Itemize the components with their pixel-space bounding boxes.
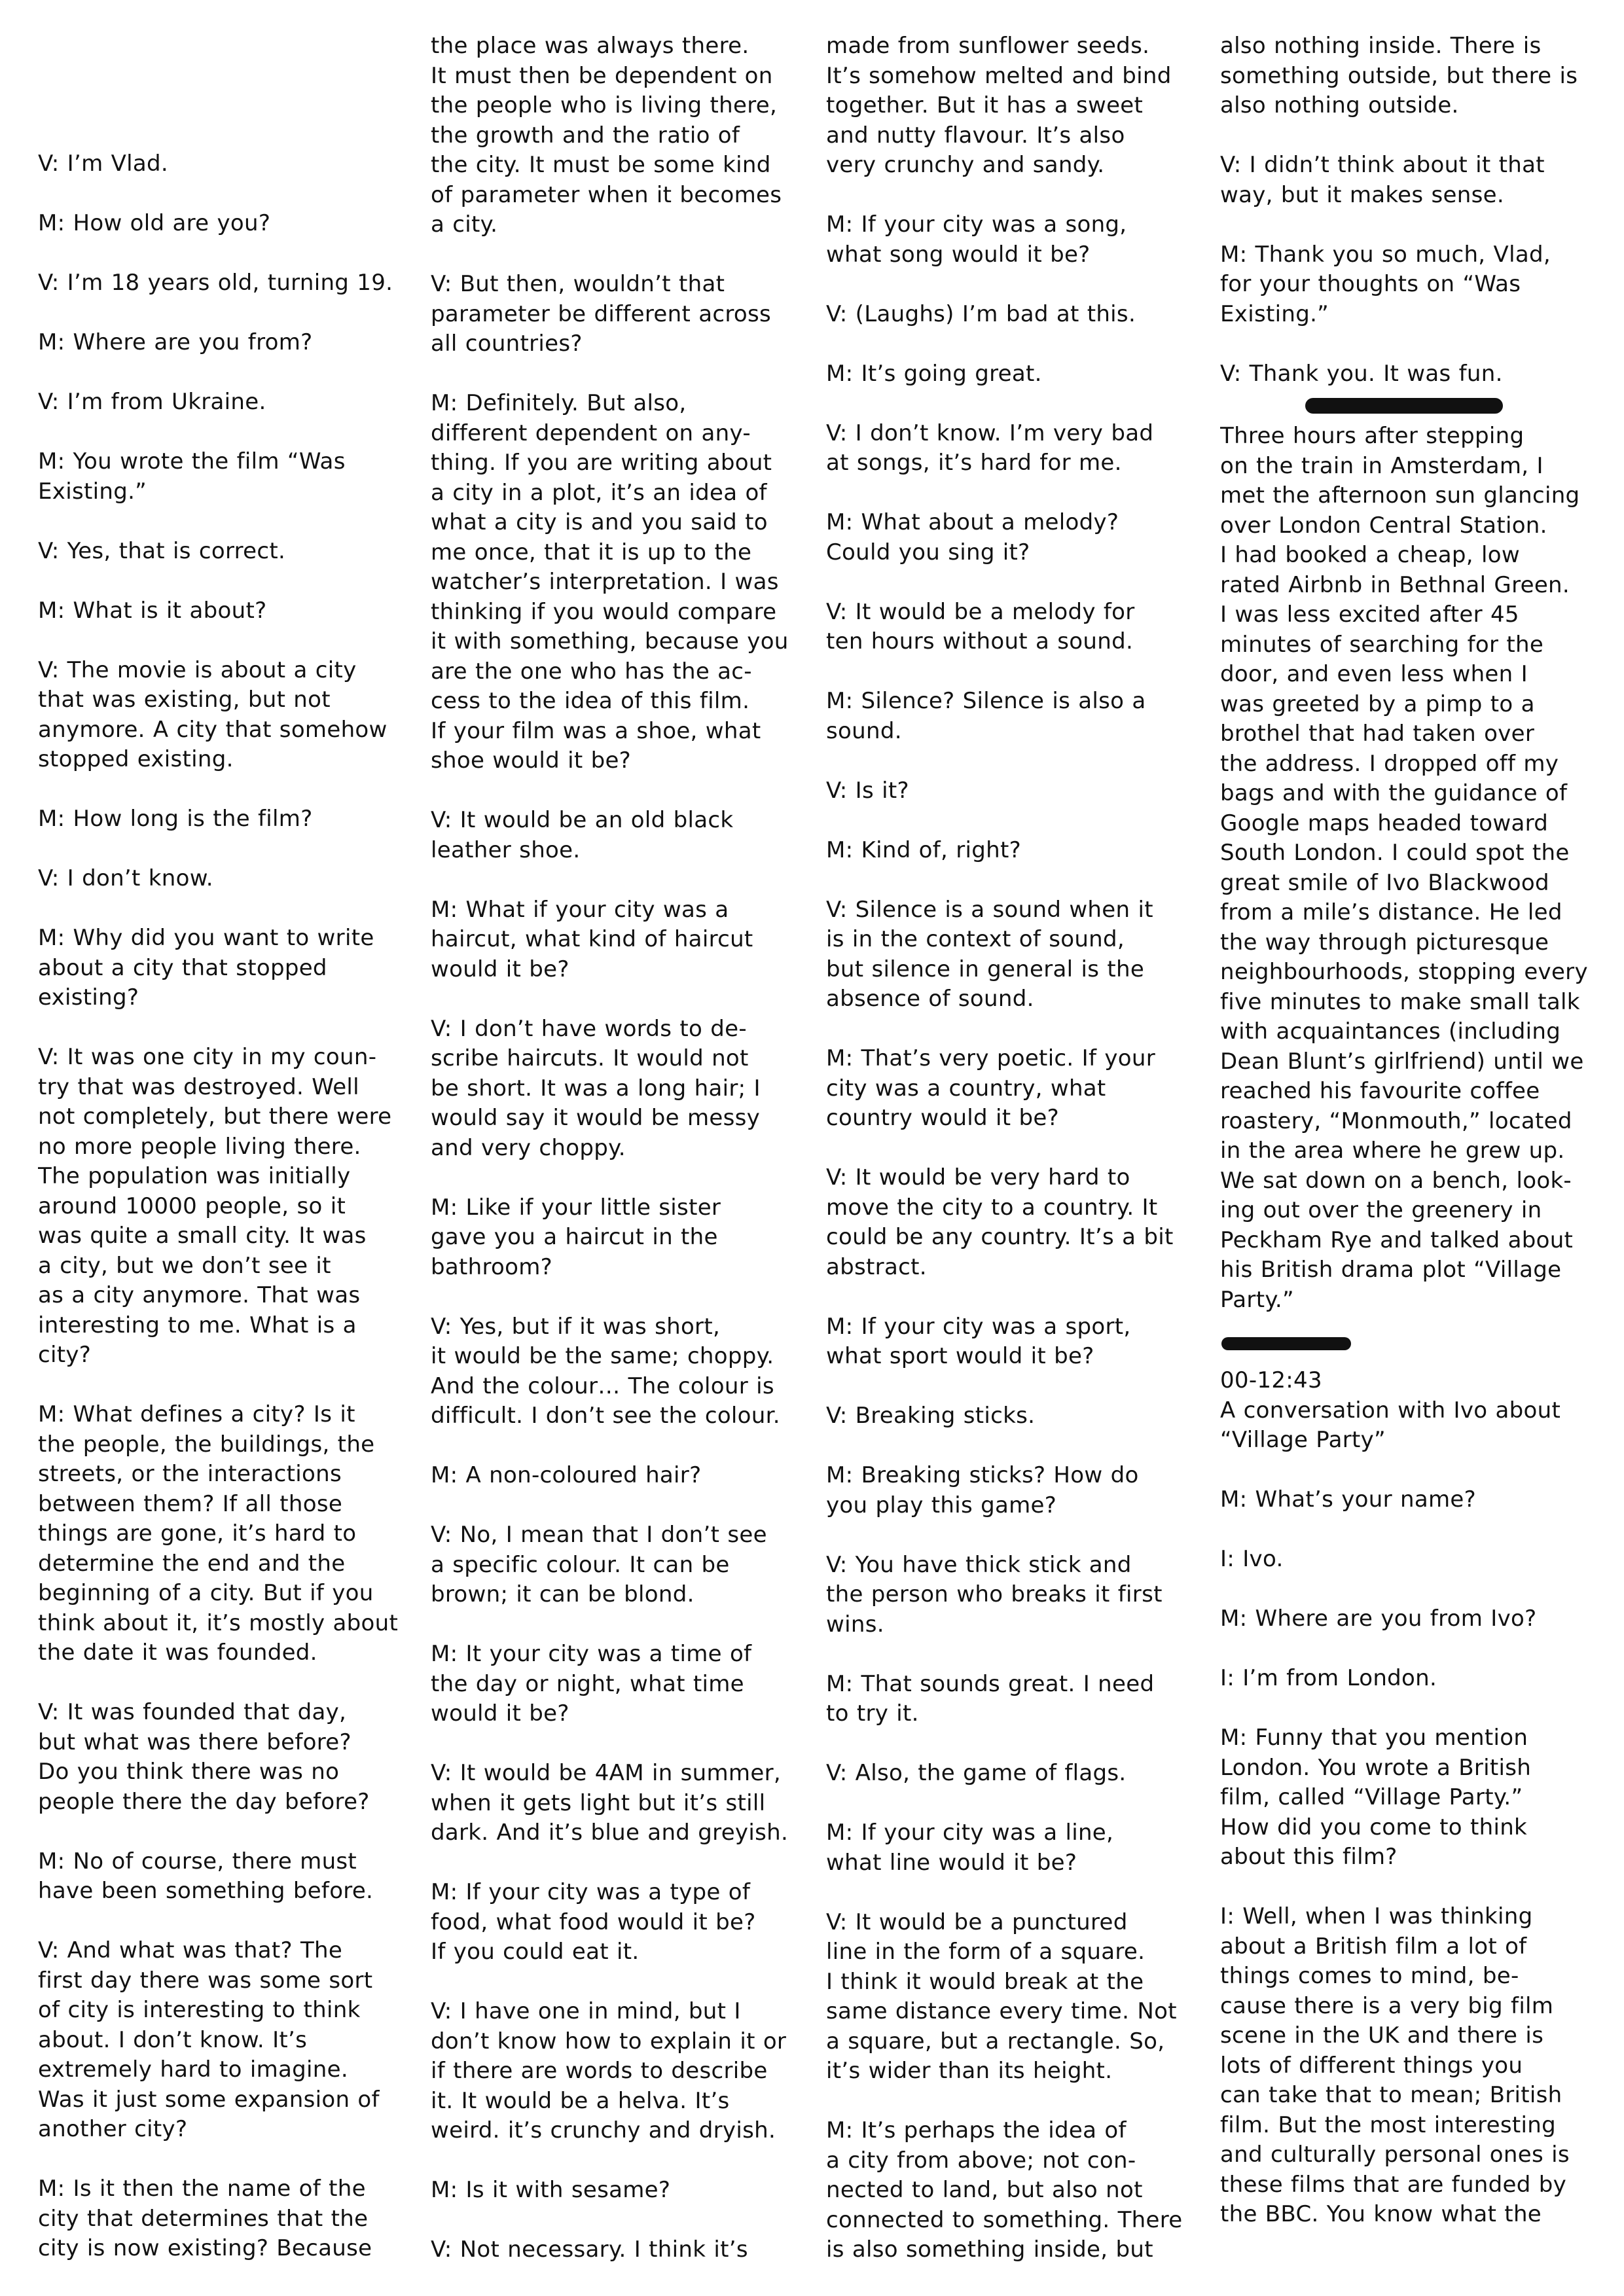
section-divider-bar	[1305, 398, 1503, 414]
paragraph: V: But then, wouldn’t that parameter be different across all countries?	[431, 271, 772, 357]
paragraph: M: Thank you so much, Vlad, for your thoughts on “Was Existing.”	[1220, 241, 1551, 327]
paragraph: M: Breaking sticks? How do you play this game?	[826, 1462, 1139, 1518]
paragraph: V: It would be a punctured line in the form of a square. I think it would break at the same distance every time. Not a square, but a rectangle. So, it’s wider than its height.	[826, 1909, 1177, 2084]
paragraph: V: Silence is a sound when it is in the context of sound, but silence in general is the absence of sound.	[826, 896, 1153, 1012]
text-column-3	[826, 31, 1199, 2270]
paragraph: M: What defines a city? Is it the people, the buildings, the streets, or the interactions between them? If all those things are gone, it’s hard to determine the end and the beginning of a city. But if you think about it, it’s mostly about the date it was founded.	[38, 1401, 399, 1666]
paragraph: V: Also, the game of flags.	[826, 1760, 1127, 1786]
paragraph: M: What’s your name?	[1220, 1486, 1476, 1513]
paragraph: M: How long is the film?	[38, 806, 313, 832]
paragraph: M: Funny that you mention London. You wrote a British film, called “Village Party.” How did you come to think about this film?	[1220, 1725, 1532, 1870]
paragraph: the place was always there. It must then be dependent on the people who is living there, the growth and the ratio of the city. It must be some kind of parameter when it becomes a city.	[431, 33, 782, 238]
paragraph: M: Is it then the name of the city that determines that the city is now existing? Because	[38, 2176, 372, 2261]
paragraph: I: Well, when I was thinking about a British film a lot of things comes to mind, be- cause there is a very big film scene in the UK and there is lots of different things you can take that to mean; British film. But the most interesting and culturally personal ones is these films that are funded by the BBC. You know what the	[1220, 1903, 1570, 2227]
paragraph: V: I have one in mind, but I don’t know how to explain it or if there are words to describe it. It would be a helva. It’s weird. it’s crunchy and dryish.	[431, 1998, 787, 2144]
paragraph: V: Yes, but if it was short, it would be the same; choppy. And the colour… The colour is difficult. I don’t see the colour.	[431, 1313, 780, 1429]
paragraph: M: Kind of, right?	[826, 836, 1021, 863]
paragraph: also nothing inside. There is something outside, but there is also nothing outside.	[1220, 33, 1578, 118]
paragraph: V: It would be an old black leather shoe.	[431, 807, 734, 863]
paragraph: V: Breaking sticks.	[826, 1403, 1036, 1429]
paragraph: V: It would be 4AM in summer, when it gets light but it’s still dark. And it’s blue and greyish.	[431, 1760, 789, 1846]
paragraph: M: A non-coloured hair?	[431, 1462, 702, 1488]
paragraph: M: You wrote the film “Was Existing.”	[38, 448, 346, 505]
paragraph: V: I don’t know. I’m very bad at songs, it’s hard for me.	[826, 420, 1154, 476]
paragraph: V: Not necessary. I think it’s	[431, 2236, 748, 2263]
paragraph: V: It would be a melody for ten hours without a sound.	[826, 598, 1135, 655]
text-column-4	[1220, 31, 1593, 2270]
paragraph: V: I’m Vlad.	[38, 151, 169, 177]
paragraph: M: It’s perhaps the idea of a city from above; not con- nected to land, but also not connected to something. There is also something inside, but	[826, 2117, 1183, 2263]
paragraph: V: I’m 18 years old, turning 19.	[38, 270, 393, 296]
paragraph: M: If your city was a type of food, what food would it be? If you could eat it.	[431, 1879, 756, 1965]
text-column-1	[38, 149, 411, 2270]
section-title: A conversation with Ivo about “Village Party”	[1220, 1397, 1561, 1453]
paragraph: V: (Laughs) I’m bad at this.	[826, 300, 1136, 327]
paragraph: made from sunflower seeds. It’s somehow melted and bind together. But it has a sweet and nutty flavour. It’s also very crunchy and sandy.	[826, 33, 1172, 178]
paragraph: V: It was one city in my coun- try that was destroyed. Well not completely, but there were no more people living there. The population was initially around 10000 people, so it was quite a small city. It was a city, but we don’t see it as a city anymore. That was interesting to me. What is a city?	[38, 1044, 392, 1368]
paragraph: M: It’s going great.	[826, 360, 1042, 387]
section-divider-bar	[1221, 1337, 1351, 1350]
paragraph: M: Like if your little sister gave you a haircut in the bathroom?	[431, 1194, 721, 1280]
timecode: 00-12:43	[1220, 1367, 1322, 1393]
paragraph: M: Where are you from?	[38, 329, 313, 355]
paragraph: I: Ivo.	[1220, 1546, 1284, 1572]
text-column-2	[431, 31, 804, 2270]
paragraph: V: It was founded that day, but what was there before? Do you think there was no people there the day before?	[38, 1699, 370, 1815]
paragraph: M: Why did you want to write about a city that stopped existing?	[38, 925, 374, 1011]
paragraph: M: If your city was a song, what song would it be?	[826, 211, 1127, 268]
paragraph: M: Is it with sesame?	[431, 2177, 671, 2203]
paragraph: V: Is it?	[826, 777, 909, 804]
paragraph: V: It would be very hard to move the city to a country. It could be any country. It’s a bit abstract.	[826, 1164, 1174, 1280]
paragraph: V: I’m from Ukraine.	[38, 389, 266, 415]
paragraph: V: Yes, that is correct.	[38, 537, 286, 564]
paragraph: M: If your city was a line, what line would it be?	[826, 1820, 1114, 1876]
paragraph: M: Definitely. But also, different dependent on any- thing. If you are writing about a city in a plot, it’s an idea of what a city is and you said to me once, that it is up to the watcher’s interpretation. I was thinking if you would compare it with something, because you are the one who has the ac- cess to the idea of this film. If your film was a shoe, what shoe would it be?	[431, 390, 789, 774]
paragraph: M: That sounds great. I need to try it.	[826, 1670, 1155, 1727]
paragraph: M: What about a melody? Could you sing it?	[826, 509, 1119, 565]
paragraph: M: Silence? Silence is also a sound.	[826, 688, 1146, 744]
paragraph: V: And what was that? The first day there was some sort of city is interesting to think about. I don’t know. It’s extremely hard to imagine. Was it just some expansion of another city?	[38, 1937, 380, 2142]
paragraph: V: I don’t know.	[38, 865, 213, 891]
paragraph: M: It your city was a time of the day or night, what time would it be?	[431, 1641, 752, 1727]
paragraph: M: How old are you?	[38, 210, 271, 236]
paragraph: M: Where are you from Ivo?	[1220, 1605, 1537, 1632]
paragraph: V: I didn’t think about it that way, but it makes sense.	[1220, 152, 1545, 208]
paragraph: V: I don’t have words to de- scribe haircuts. It would not be short. It was a long hair; I would say it would be messy and very choppy.	[431, 1015, 761, 1161]
paragraph: M: What if your city was a haircut, what kind of haircut would it be?	[431, 896, 753, 982]
paragraph: M: That’s very poetic. If your city was a country, what country would it be?	[826, 1045, 1155, 1131]
paragraph: M: If your city was a sport, what sport would it be?	[826, 1313, 1131, 1369]
paragraph: I: I’m from London.	[1220, 1665, 1437, 1691]
paragraph: M: What is it about?	[38, 597, 267, 624]
paragraph: V: No, I mean that I don’t see a specific colour. It can be brown; it can be blond.	[431, 1522, 767, 1607]
intro-paragraph: Three hours after stepping on the train in Amsterdam, I met the afternoon sun glancing over London Central Station. I had booked a cheap, low rated Airbnb in Bethnal Green. I was less excited after 45 minutes of searching for the door, and even less when I was greeted by a pimp to a brothel that had taken over the address. I dropped off my bags and with the guidance of Google maps headed toward South London. I could spot the great smile of Ivo Blackwood from a mile’s distance. He led the way through picturesque neighbourhoods, stopping every five minutes to make small talk with acquaintances (including Dean Blunt’s girlfriend) until we reached his favourite coffee roastery, “Monmouth,” located in the area where he grew up. We sat down on a bench, look- ing out over the greenery in Peckham Rye and talked about his British drama plot “Village Party.”	[1220, 423, 1588, 1313]
paragraph: V: You have thick stick and the person who breaks it first wins.	[826, 1551, 1163, 1638]
paragraph: V: The movie is about a city that was existing, but not anymore. A city that somehow stopped existing.	[38, 656, 388, 772]
paragraph: V: Thank you. It was fun.	[1220, 360, 1503, 387]
paragraph: M: No of course, there must have been something before.	[38, 1848, 374, 1904]
